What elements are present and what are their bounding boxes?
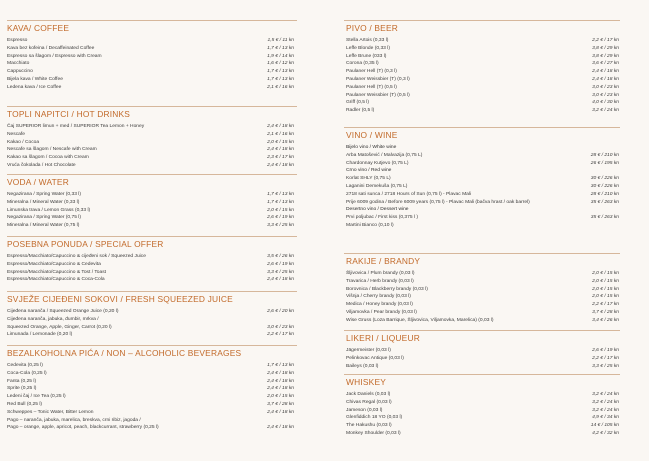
menu-item xyxy=(346,84,619,91)
menu-item-name: Negazirana / Spring Water (0,75 l) xyxy=(7,215,82,221)
menu-item xyxy=(7,308,299,315)
menu-item-name: Espresso/Macchiato/Capuccino & Cedevita xyxy=(7,261,101,267)
menu-item-price: 2,4 € / 18 kn xyxy=(592,77,619,82)
menu-item-price: 3,2 € / 24 kn xyxy=(592,399,619,405)
menu-item-price: 1,6 € / 12 kn xyxy=(267,61,294,67)
menu-item-price: 3,7 € / 28 kn xyxy=(267,402,294,407)
menu-item-name: Griff (0,5 l) xyxy=(346,100,370,106)
menu-item-name: Radler (0,5 l) xyxy=(346,108,375,114)
section-title-kava-coffee: KAVA/ COFFEE xyxy=(7,23,70,33)
menu-item-name: Limunska trava / Lemon Grass (0,33 l) xyxy=(7,207,91,213)
menu-item xyxy=(7,324,299,331)
menu-item xyxy=(7,276,299,283)
section-divider xyxy=(344,253,620,254)
menu-item-price: 2,4 € / 18 kn xyxy=(267,386,294,392)
menu-item xyxy=(346,191,619,198)
menu-item xyxy=(346,293,619,300)
section-divider xyxy=(7,291,297,292)
menu-item xyxy=(7,45,299,52)
menu-item xyxy=(346,270,619,277)
menu-item xyxy=(346,407,619,414)
menu-item-name: Cijeđena naranča / Squeezed Orange Juice (0,20 l) xyxy=(7,309,119,314)
menu-item xyxy=(7,60,299,67)
menu-item-price: 1,7 € / 13 kn xyxy=(267,363,294,368)
menu-item-name: Šljivovica / Plum brandy (0,03 l) xyxy=(346,271,415,276)
menu-item-price: 2,0 € / 15 kn xyxy=(592,271,619,276)
menu-item xyxy=(346,363,619,370)
menu-item-price: 3,7 € / 28 kn xyxy=(592,310,619,315)
menu-item xyxy=(7,417,299,424)
menu-item-name: Negazirana / Spring Water (0,33 l) xyxy=(7,192,82,197)
menu-item-name: Laganini Demekuša (0,75 L) xyxy=(346,184,408,189)
menu-item-name: Martini Bianco (0,10 l) xyxy=(346,223,394,228)
menu-item-price: 1,9 € / 14 kn xyxy=(267,53,294,59)
menu-item-name: Paulaner Hell (T) (0,3 l) xyxy=(346,69,397,75)
menu-item-price: 3,4 € / 26 kn xyxy=(592,317,619,323)
menu-item-price: 2,4 € / 18 kn xyxy=(267,277,294,283)
menu-item xyxy=(346,152,619,159)
menu-item-name: Jack Daniels (0,03 l) xyxy=(346,392,391,397)
menu-item xyxy=(7,37,299,44)
menu-item xyxy=(346,309,619,316)
menu-item-name: Baileys (0,03 l) xyxy=(346,363,379,369)
section-title-posebna-ponuda-special-offer: POSEBNA PONUDA / SPECIAL OFFER xyxy=(7,239,164,249)
menu-item-name: Bijela kava / White Coffee xyxy=(7,77,63,82)
menu-item-price: 2,0 € / 15 kn xyxy=(592,286,619,292)
menu-item xyxy=(7,131,299,138)
menu-item-price: 2,4 € / 18 kn xyxy=(267,409,294,415)
menu-item xyxy=(346,160,619,167)
menu-item xyxy=(7,68,299,75)
menu-item-name: Limunada / Lemonade (0,20 l) xyxy=(7,332,73,338)
menu-item xyxy=(346,391,619,398)
menu-item-price: 30 € / 226 kn xyxy=(590,176,619,182)
menu-item-price: 4,2 € / 32 kn xyxy=(592,431,619,436)
menu-item-name: Višnja / Cherry brandy (0,03 l) xyxy=(346,294,411,300)
menu-item xyxy=(346,214,619,221)
menu-item xyxy=(7,154,299,161)
subsection-label: Desertno vino / Dessert wine xyxy=(346,207,409,213)
menu-item-price: 2,1 € / 16 kn xyxy=(267,84,294,90)
menu-item-price: 35 € / 263 kn xyxy=(590,199,619,205)
menu-item-price: 2,4 € / 18 kn xyxy=(267,163,294,168)
menu-item-name: Espresso xyxy=(7,38,28,43)
menu-item-price: 3,2 € / 24 kn xyxy=(592,407,619,413)
menu-item-name: Travarica / Herb brandy (0,03 l) xyxy=(346,278,414,284)
menu-item-price: 3,3 € / 25 kn xyxy=(267,269,294,275)
menu-item xyxy=(7,191,299,198)
menu-item-price: 3,0 € / 23 kn xyxy=(592,92,619,98)
menu-item-name: Coca-Cola (0,25 l) xyxy=(7,370,47,376)
menu-item-name: Nescafe xyxy=(7,131,25,137)
menu-item-price: 3,8 € / 29 kn xyxy=(592,53,619,59)
menu-item-name: Wise Gruss (Loza Barrique, Šljivovica, Viljamovka, Marelica) (0,03 l) xyxy=(346,317,494,323)
section-title-vino-wine: VINO / WINE xyxy=(346,130,398,140)
menu-item-price: 28 € / 210 kn xyxy=(590,191,619,197)
menu-item xyxy=(7,207,299,214)
menu-item-name: Espresso/Macchiato/Capuccino & Tost / Toast xyxy=(7,269,107,275)
menu-item-name: Ledeni čaj / Ice Tea (0,25 l) xyxy=(7,394,66,400)
menu-item-price: 1,7 € / 13 kn xyxy=(267,45,294,51)
menu-item xyxy=(346,222,619,229)
menu-item xyxy=(7,269,299,276)
section-title-rakije-brandy: RAKIJE / BRANDY xyxy=(346,256,421,266)
section-divider xyxy=(344,20,620,21)
menu-item xyxy=(346,301,619,308)
menu-item xyxy=(346,414,619,421)
menu-item xyxy=(346,317,619,324)
menu-item xyxy=(7,362,299,369)
menu-item-name: Jägermeister (0,03 l) xyxy=(346,348,391,353)
menu-item-name: Viljamovka / Pear brandy (0,03 l) xyxy=(346,310,417,315)
menu-item-price: 35 € / 263 kn xyxy=(590,215,619,221)
menu-item-name: Corona (0,35 l) xyxy=(346,61,379,67)
menu-item-price: 2,4 € / 18 kn xyxy=(267,370,294,376)
menu-item xyxy=(346,278,619,285)
menu-item-name: Čaj SUPERIOR limun + med / SUPERIOR Tea Lemon + Honey xyxy=(7,124,145,129)
menu-item-name: The Hakushu (0,03 l) xyxy=(346,423,392,429)
menu-item xyxy=(7,401,299,408)
menu-item xyxy=(346,175,619,182)
menu-item-price: 2,2 € / 17 kn xyxy=(592,38,619,43)
menu-item-price: 1,7 € / 13 kn xyxy=(267,192,294,197)
section-divider xyxy=(7,20,297,21)
menu-item xyxy=(346,183,619,190)
menu-item-price: 2,4 € / 18 kn xyxy=(267,425,294,431)
menu-item-name: Cedevita (0,25 l) xyxy=(7,363,43,368)
menu-item-price: 3,2 € / 24 kn xyxy=(592,108,619,114)
menu-item-price: 26 € / 195 kn xyxy=(590,160,619,166)
menu-item xyxy=(7,84,299,91)
menu-item-name: Espresso/Macchiato/Capuccino & cijeđeni sok / Squeezed Juice xyxy=(7,254,146,259)
section-title-svje-e-cije-eni-sokovi-fresh-squeezed-juice: SVJEŽE CIJEĐENI SOKOVI / FRESH SQUEEZED JUICE xyxy=(7,294,233,304)
menu-item-name: Paulaner Weissbier (T) (0,3 l) xyxy=(346,77,410,82)
menu-item-name: Red Bull (0,25 l) xyxy=(7,402,43,407)
menu-item-name: Glenfiddich 18 YO (0,03 l) xyxy=(346,415,403,421)
menu-item-price: 1,5 € / 11 kn xyxy=(267,38,294,43)
menu-item-name: Kakao / Cocoa xyxy=(7,139,40,145)
section-title-likeri-liqueur: LIKERI / LIQUEUR xyxy=(346,333,420,343)
menu-item-name: Schweppes – Tonic Water, Bitter Lemon xyxy=(7,409,94,415)
menu-item xyxy=(346,37,619,44)
section-divider xyxy=(7,345,297,346)
section-divider xyxy=(7,106,297,107)
menu-item-name: Leffe Blonde (0,33 l) xyxy=(346,45,390,51)
menu-item-price: 2,6 € / 20 kn xyxy=(267,309,294,314)
menu-item-name: Arba Matošević / Malvazija (0,75 L) xyxy=(346,152,423,158)
menu-item-name: Pelinkovac Antique (0,03 l) xyxy=(346,355,404,361)
menu-item xyxy=(7,214,299,221)
menu-item-price: 2,0 € / 15 kn xyxy=(267,139,294,145)
menu-item-price: 2,4 € / 18 kn xyxy=(267,124,294,129)
menu-item xyxy=(7,409,299,416)
menu-item-name: Fanta (0,25 l) xyxy=(7,378,37,384)
menu-item xyxy=(346,399,619,406)
menu-item-price: 2,0 € / 15 kn xyxy=(592,278,619,284)
menu-item-name: Medica / Honey brandy (0,03 l) xyxy=(346,302,413,308)
menu-item-name: Espresso sa šlagom / Espresso with Cream xyxy=(7,53,102,59)
menu-item-name: Mineralna / Mineral Water (0,75 l) xyxy=(7,223,80,229)
menu-item-name: Leffe Brune (033 l) xyxy=(346,53,387,59)
menu-item xyxy=(7,424,299,431)
menu-item-price: 3,5 € / 26 kn xyxy=(267,254,294,259)
menu-item-price: 14 € / 105 kn xyxy=(590,423,619,429)
menu-item-name: Jameson (0,03 l) xyxy=(346,407,383,413)
menu-item xyxy=(7,123,299,130)
menu-item-price: 2,2 € / 17 kn xyxy=(592,302,619,308)
section-title-voda-water: VODA / WATER xyxy=(7,177,69,187)
menu-item-price: 2,6 € / 19 kn xyxy=(267,261,294,267)
menu-item xyxy=(346,107,619,114)
menu-item-price: 3,3 € / 25 kn xyxy=(267,223,294,229)
menu-item xyxy=(346,60,619,67)
menu-item xyxy=(7,331,299,338)
menu-item-name: Paulaner Weissbier (T) (0,5 l) xyxy=(346,92,410,98)
menu-item-price: 2,6 € / 19 kn xyxy=(267,215,294,221)
menu-item-price: 2,4 € / 18 kn xyxy=(267,378,294,384)
menu-item xyxy=(7,370,299,377)
menu-item-price: 3,2 € / 24 kn xyxy=(592,392,619,397)
menu-item-price: 3,3 € / 25 kn xyxy=(592,363,619,369)
menu-item xyxy=(346,92,619,99)
menu-item xyxy=(346,53,619,60)
menu-item xyxy=(7,261,299,268)
menu-item xyxy=(7,53,299,60)
menu-item xyxy=(7,139,299,146)
menu-item xyxy=(346,199,619,206)
subsection-label: Bijelo vino / White wine xyxy=(346,145,397,150)
menu-item xyxy=(346,68,619,75)
menu-item xyxy=(346,347,619,354)
menu-item-price: 30 € / 226 kn xyxy=(590,184,619,189)
section-divider xyxy=(7,174,297,175)
menu-item-price: 2,4 € / 18 kn xyxy=(592,69,619,75)
menu-item-price: 3,0 € / 23 kn xyxy=(592,84,619,90)
menu-item xyxy=(7,199,299,206)
menu-item-price: 3,0 € / 23 kn xyxy=(267,324,294,330)
menu-item-name: Cappuccino xyxy=(7,69,33,75)
menu-item xyxy=(346,355,619,362)
menu-item xyxy=(346,422,619,429)
section-divider xyxy=(344,330,620,331)
menu-item-name: Pago – naranča, jabuka, marelica, breskva, crni ribiz, jagoda / xyxy=(7,417,141,423)
menu-item-price: 2,0 € / 15 kn xyxy=(267,207,294,213)
menu-item-price: 28 € / 210 kn xyxy=(590,152,619,158)
menu-item-price: 3,8 € / 29 kn xyxy=(592,45,619,51)
menu-item-price: 2,2 € / 17 kn xyxy=(592,355,619,361)
menu-item-name: Espresso/Macchiato/Capuccino & Coca-Cola xyxy=(7,277,105,283)
menu-item xyxy=(7,76,299,83)
section-title-whiskey: WHISKEY xyxy=(346,377,387,387)
menu-item xyxy=(7,378,299,385)
menu-item xyxy=(7,162,299,169)
menu-item-price: 2,2 € / 17 kn xyxy=(267,332,294,338)
menu-item-price: 1,7 € / 13 kn xyxy=(267,199,294,205)
menu-item-name: Macchiato xyxy=(7,61,30,67)
section-title-topli-napitci-hot-drinks: TOPLI NAPITCI / HOT DRINKS xyxy=(7,109,131,119)
menu-item-name: Monkey Shoulder (0,03 l) xyxy=(346,431,401,436)
section-divider xyxy=(344,374,620,375)
menu-item-price: 3,6 € / 27 kn xyxy=(592,61,619,67)
menu-item xyxy=(7,316,299,323)
menu-item xyxy=(346,286,619,293)
section-title-pivo-beer: PIVO / BEER xyxy=(346,23,399,33)
section-title-bezalkoholna-pi-a-non-alcoholic-beverages: BEZALKOHOLNA PIĆA / NON – ALCOHOLIC BEVERAGES xyxy=(7,348,242,358)
menu-item-name: Chivas Regal (0,03 l) xyxy=(346,399,392,405)
menu-item-name: Borovnica / Blackberry brandy (0,03 l) xyxy=(346,286,428,292)
menu-item-name: Pago – orange, apple, apricot, peach, blackcurrant, strawberry (0,25 l) xyxy=(7,425,159,431)
menu-item-price: 2,0 € / 15 kn xyxy=(592,294,619,300)
menu-item-name: Kakao sa šlagom / Cocoa with Cream xyxy=(7,155,89,161)
menu-item xyxy=(7,385,299,392)
menu-item-price: 2,0 € / 15 kn xyxy=(267,394,294,400)
menu-item-name: Squeezed Orange, Apple, Ginger, Carrot (0,20 l) xyxy=(7,324,112,330)
menu-item xyxy=(346,45,619,52)
menu-item-price: 1,7 € / 13 kn xyxy=(267,77,294,82)
menu-item xyxy=(346,76,619,83)
menu-item-name: Prvi poljubac / First kiss (0,375 l ) xyxy=(346,215,419,221)
menu-item-name: Mineralna / Mineral Water (0,33 l) xyxy=(7,199,80,205)
menu-item xyxy=(346,430,619,437)
menu-item xyxy=(346,99,619,106)
menu-item-name: Cijeđena naranča, jabuka, đumbir, mrkva / xyxy=(7,316,99,322)
menu-item xyxy=(7,393,299,400)
menu-item-price: 2,1 € / 16 kn xyxy=(267,131,294,137)
section-divider xyxy=(7,236,297,237)
menu-item-price: 2,4 € / 18 kn xyxy=(267,147,294,153)
menu-item xyxy=(7,253,299,260)
menu-item-name: Nescafe sa šlagom / Nescafe with Cream xyxy=(7,147,97,153)
subsection-label: Crno vino / Red wine xyxy=(346,168,392,174)
menu-item-name: Sprite (0,25 l) xyxy=(7,386,37,392)
menu-item-price: 4,9 € / 34 kn xyxy=(592,415,619,421)
menu-item-name: Korlat SHLY (0,75 L) xyxy=(346,176,391,182)
menu-item-price: 4,0 € / 30 kn xyxy=(592,100,619,106)
menu-item-name: 2718 sati sunca / 2718 Hours of Sun (0,75 l) - Plavac Mali xyxy=(346,191,472,197)
menu-item xyxy=(7,146,299,153)
menu-item-price: 1,7 € / 13 kn xyxy=(267,69,294,75)
menu-item xyxy=(7,222,299,229)
menu-item-price: 2,6 € / 19 kn xyxy=(592,348,619,353)
menu-item-name: Paulaner Hell (T) (0,5 l) xyxy=(346,84,397,90)
menu-item-name: Chardonnay Kutjevo (0,75 L) xyxy=(346,160,409,166)
section-divider xyxy=(344,127,620,128)
menu-item-name: Ledena kava / Ice Coffee xyxy=(7,84,62,90)
menu-item-name: Kava bez kofeina / Decaffeinated Coffee xyxy=(7,45,95,51)
menu-item-price: 2,3 € / 17 kn xyxy=(267,155,294,161)
menu-item-name: Vruća čokolada / Hot Chocolate xyxy=(7,163,76,168)
menu-item-name: Stella Artois (0,33 l) xyxy=(346,38,389,43)
menu-item-name: Prije 6009 godina / Before 6009 years (0,75 l) - Plavac Mali (bačva hrast / oak barrel) xyxy=(346,199,530,205)
